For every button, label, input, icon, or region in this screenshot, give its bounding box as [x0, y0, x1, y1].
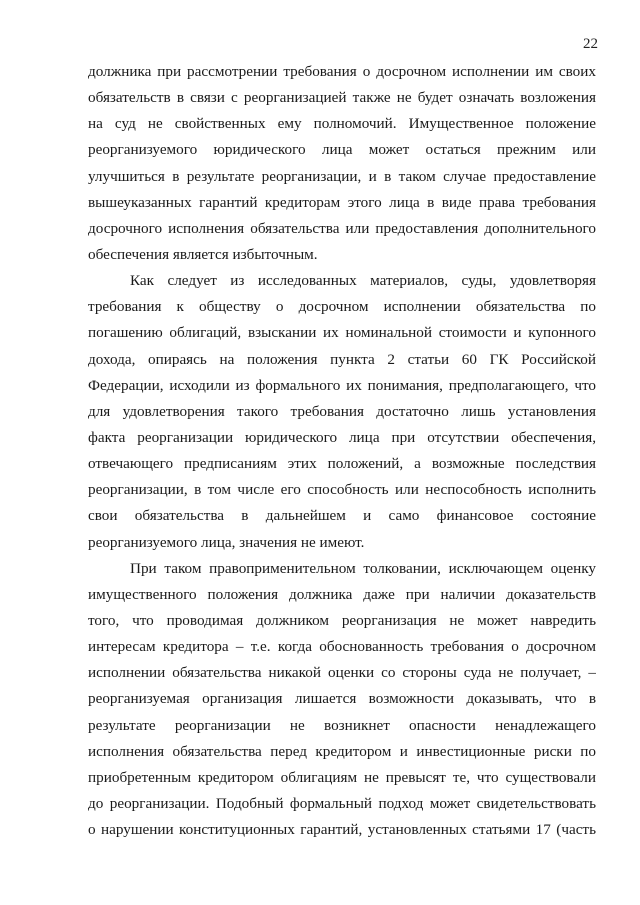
text-line: реорганизации, в том числе его способность или неспособность исполнить [88, 481, 596, 499]
text-line: улучшиться в результате реорганизации, и в таком случае предоставление [88, 167, 596, 185]
text-line: того, что проводимая должником реорганизация не может навредить [88, 611, 596, 629]
text-line: реорганизуемого лица, значения не имеют. [88, 533, 365, 551]
text-line: При таком правоприменительном толковании, исключающем оценку [130, 559, 596, 577]
text-line: свои обязательства в дальнейшем и само финансовое состояние [88, 507, 596, 525]
paragraph [88, 59, 596, 268]
text-line: должника при рассмотрении требования о досрочном исполнении им своих [88, 63, 596, 80]
text-line: имущественного положения должника даже при наличии доказательств [88, 585, 596, 603]
body-text [88, 59, 596, 843]
text-line: дохода, опираясь на положения пункта 2 статьи 60 ГК Российской [88, 350, 596, 368]
text-line: до реорганизации. Подобный формальный подход может свидетельствовать [88, 794, 596, 812]
text-line: факта реорганизации юридического лица при отсутствии обеспечения, [88, 428, 596, 446]
text-line: исполнении обязательства никакой оценки со стороны суда не получает, – [88, 664, 596, 682]
text-line: Как следует из исследованных материалов, суды, удовлетворяя [130, 272, 596, 290]
page-number: 22 [583, 36, 598, 52]
paragraph [88, 556, 596, 844]
text-line: приобретенным кредитором облигациям не превысят те, что существовали [88, 768, 596, 786]
text-line: результате реорганизации не возникнет опасности ненадлежащего [88, 716, 596, 734]
text-line: реорганизуемого юридического лица может остаться прежним или [88, 141, 596, 159]
text-line: исполнения обязательства перед кредитором и инвестиционные риски по [88, 742, 596, 760]
text-line: требования к обществу о досрочном исполнении обязательства по [88, 298, 596, 316]
text-line: отвечающего предписаниям этих положений, а возможные последствия [88, 455, 596, 473]
text-line: досрочного исполнения обязательства или предоставления дополнительного [88, 219, 596, 237]
text-line: реорганизуемая организация лишается возможности доказывать, что в [88, 690, 596, 708]
text-line: для удовлетворения такого требования достаточно лишь установления [88, 402, 596, 420]
text-line: погашению облигаций, взыскании их номинальной стоимости и купонного [88, 324, 596, 342]
text-line: о нарушении конституционных гарантий, установленных статьями 17 (часть [88, 821, 596, 839]
text-line: Федерации, исходили из формального их понимания, предполагающего, что [88, 376, 596, 394]
paragraph [88, 268, 596, 556]
text-line: обязательств в связи с реорганизацией также не будет означать возложения [88, 89, 596, 107]
text-line: вышеуказанных гарантий кредиторам этого лица в виде права требования [88, 193, 596, 211]
text-line: интересам кредитора – т.е. когда обоснованность требования о досрочном [88, 638, 596, 656]
text-line: на суд не свойственных ему полномочий. Имущественное положение [88, 115, 596, 133]
text-line: обеспечения является избыточным. [88, 245, 318, 263]
